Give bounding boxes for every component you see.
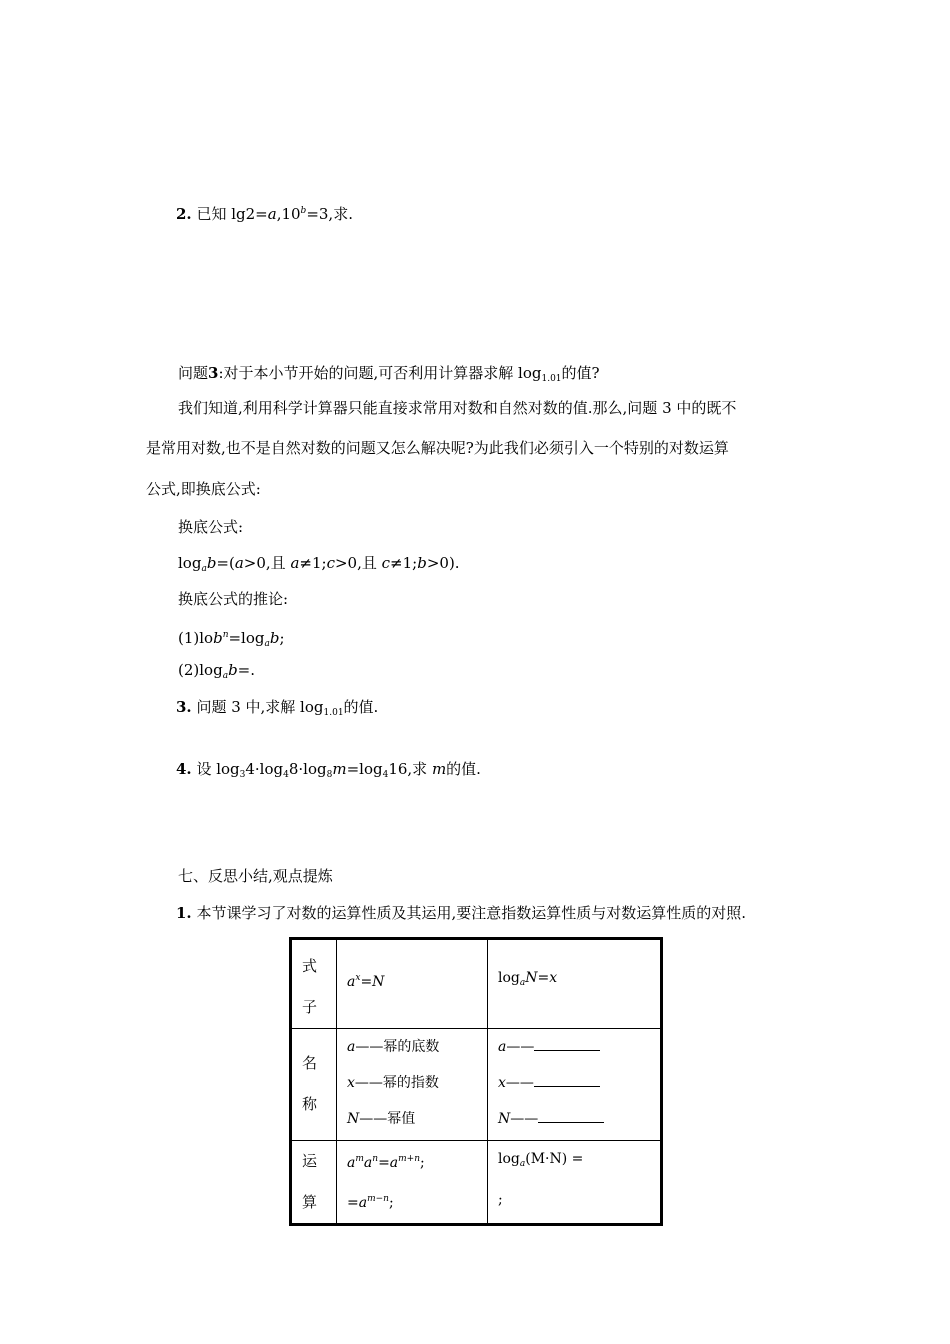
blank-line: x—— (498, 1065, 660, 1101)
cell-log-rules: $\log_a(M\cdot N)$ = ; (488, 1141, 662, 1225)
row-header-operation: 运 算 (291, 1141, 337, 1225)
corollary-2: $(2)\log_ab=$. (178, 661, 256, 681)
answer-blank (538, 1108, 604, 1123)
row-header-expression: 式 子 (291, 939, 337, 1029)
table-row (291, 1141, 662, 1225)
table-row (291, 939, 662, 1029)
name-line: a——幂的底数 (347, 1039, 440, 1055)
cell-exponential-form: $a^x=N$ (337, 939, 488, 1029)
change-of-base-formula: $\log_ab=(a>0$,且 a≠1;c>0,且 c≠1;b>0). (178, 554, 460, 574)
name-line: x——幂的指数 (347, 1075, 439, 1091)
formula-heading: 换底公式: (178, 518, 244, 536)
section-7-heading: 七、反思小结,观点提炼 (178, 867, 333, 885)
question-2: 2. 已知 lg2=a,10$^b$=3,求. (176, 205, 353, 223)
cell-exponential-rules: $a^ma^n=a^{m+n}$; $=a^{m-n}$; (337, 1141, 488, 1225)
cell-log-names (488, 1029, 662, 1141)
problem-3: 问题3:对于本小节开始的问题,可否利用计算器求解 $\log_{1.01}$的值? (178, 364, 600, 384)
paragraph-line-2: 是常用对数,也不是自然对数的问题又怎么解决呢?为此我们必须引入一个特别的对数运算 (146, 439, 729, 457)
cell-log-form: $\log_aN=x$ (488, 939, 662, 1029)
paragraph-line-3: 公式,即换底公式: (146, 480, 261, 498)
cell-exponential-names (337, 1029, 488, 1141)
corollary-1: $(1)lob^n=\log_ab$; (178, 629, 285, 649)
answer-blank (534, 1036, 600, 1051)
table-row (291, 1029, 662, 1141)
corollary-heading: 换底公式的推论: (178, 590, 289, 608)
row-header-name: 名 称 (291, 1029, 337, 1141)
question-4: 4. 设 $\log_34\cdot\log_48\cdot\log_8m=\log_416$,求 m的值. (176, 760, 481, 780)
answer-blank (534, 1072, 600, 1087)
name-line: N——幂值 (347, 1111, 416, 1127)
blank-line: a—— (498, 1029, 660, 1065)
summary-1: 1. 本节课学习了对数的运算性质及其运用,要注意指数运算性质与对数运算性质的对照. (176, 904, 746, 922)
paragraph-line-1: 我们知道,利用科学计算器只能直接求常用对数和自然对数的值.那么,问题 3 中的既不 (178, 399, 737, 417)
question-3: 3. 问题 3 中,求解 $\log_{1.01}$的值. (176, 698, 379, 718)
blank-line: N—— (498, 1101, 660, 1137)
comparison-table (289, 937, 663, 1226)
